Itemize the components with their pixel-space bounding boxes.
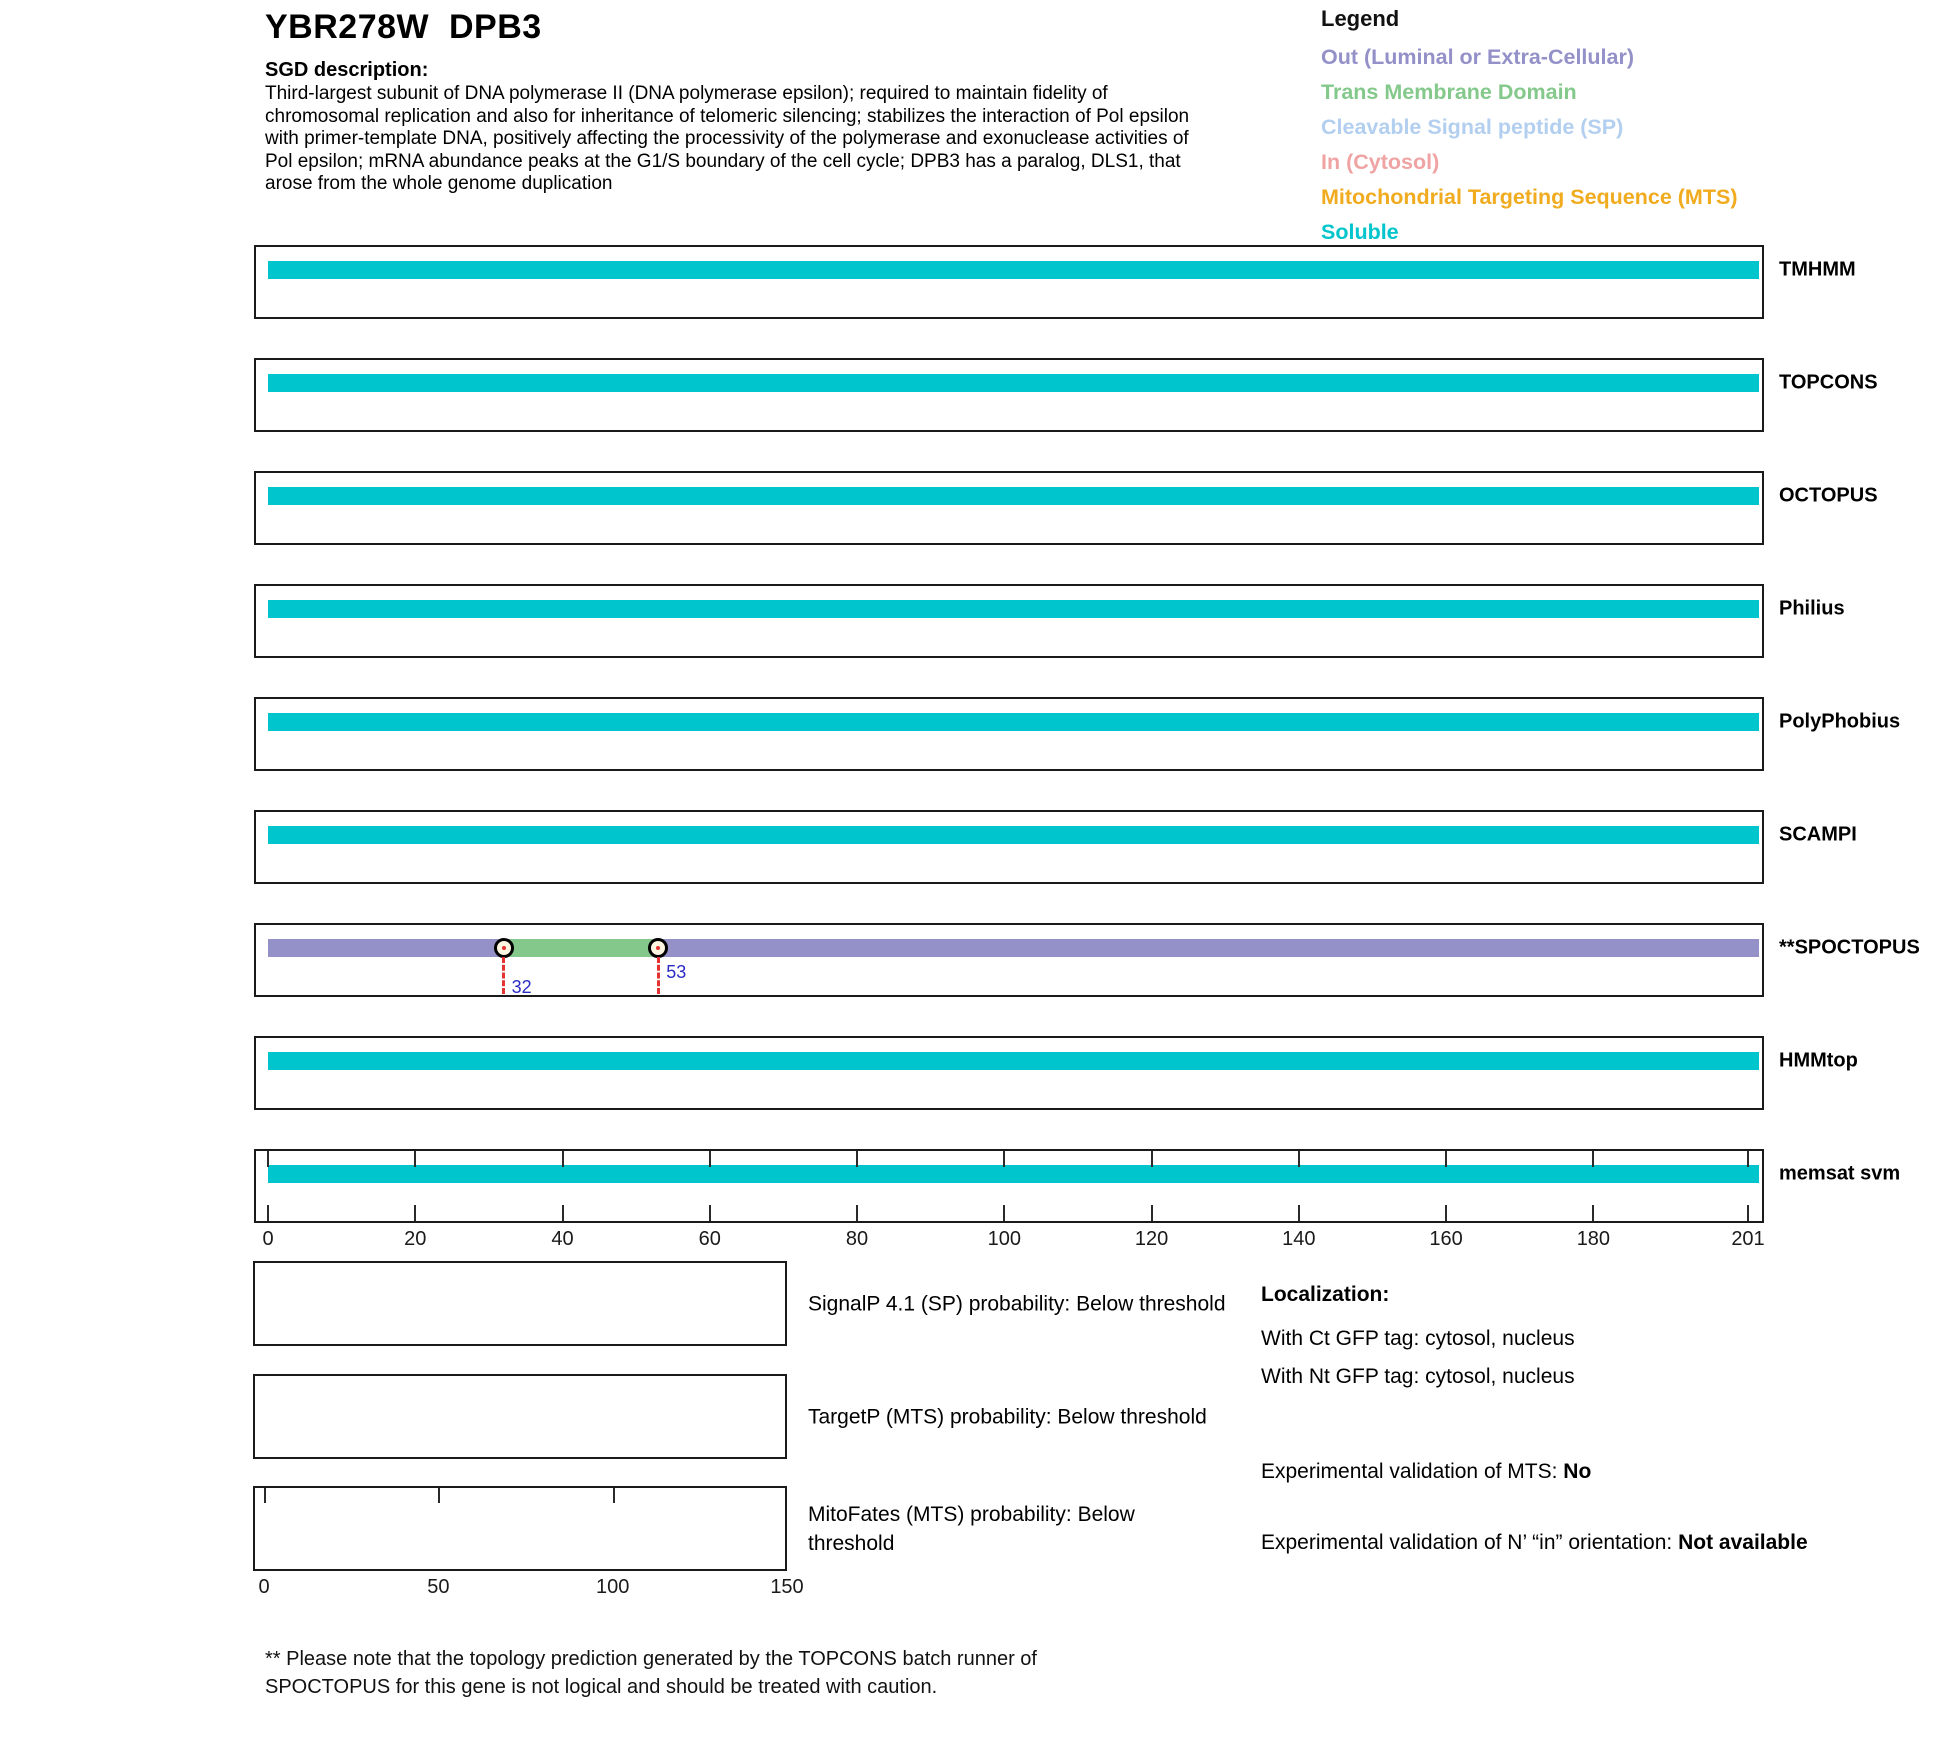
- ruler-tick-bottom: [1151, 1205, 1153, 1221]
- plot-axis-label: 0: [258, 1576, 270, 1598]
- topology-marker-circle: [494, 938, 514, 958]
- residue-axis-label: 40: [551, 1228, 574, 1250]
- mts-validation-value: No: [1563, 1460, 1592, 1483]
- track-label-hmmtop: HMMtop: [1779, 1049, 1858, 1072]
- plot-axis-tick: [438, 1488, 440, 1503]
- marker-guide-line: [657, 957, 660, 994]
- track-box-scampi: [254, 810, 1764, 884]
- orientation-validation-value: Not available: [1678, 1531, 1808, 1554]
- spoctopus-footnote: [265, 1645, 1037, 1701]
- orientation-validation-line: [1261, 1527, 1826, 1558]
- description-line: arose from the whole genome duplication: [265, 173, 613, 194]
- marker-position-label: 53: [666, 962, 687, 982]
- residue-axis-label: 160: [1429, 1228, 1463, 1250]
- segment-tm: [504, 939, 659, 957]
- probability-plot-label-targetp: [808, 1402, 1207, 1431]
- plot-label-line: MitoFates (MTS) probability: Below: [808, 1502, 1135, 1526]
- plot-axis-label: 50: [427, 1576, 450, 1598]
- plot-label-line: TargetP (MTS) probability: Below threshold: [808, 1405, 1207, 1428]
- ruler-tick-top: [709, 1151, 711, 1167]
- ruler-tick-top: [414, 1151, 416, 1167]
- track-label-octopus: OCTOPUS: [1779, 484, 1878, 507]
- residue-axis-label: 180: [1576, 1228, 1611, 1250]
- segment-soluble: [268, 1052, 1759, 1070]
- ruler-tick-bottom: [562, 1205, 564, 1221]
- probability-plot-targetp: [253, 1374, 787, 1459]
- ruler-tick-bottom: [1747, 1205, 1749, 1221]
- ruler-tick-top: [267, 1151, 269, 1167]
- ruler-tick-bottom: [856, 1205, 858, 1221]
- legend-entry-mts: Mitochondrial Targeting Sequence (MTS): [1321, 185, 1738, 209]
- track-label-polyphobius: PolyPhobius: [1779, 710, 1901, 733]
- legend-entries: [1321, 40, 1737, 250]
- residue-axis-label: 120: [1134, 1228, 1169, 1250]
- ruler-tick-bottom: [267, 1205, 269, 1221]
- ruler-tick-top: [856, 1151, 858, 1167]
- plot-label-line: SignalP 4.1 (SP) probability: Below threshold: [808, 1292, 1226, 1315]
- plot-axis-tick: [264, 1488, 266, 1503]
- residue-axis-label: 140: [1282, 1228, 1316, 1250]
- plot-axis-tick: [613, 1488, 615, 1503]
- track-label-tmhmm: TMHMM: [1779, 258, 1856, 281]
- sgd-description-text: [265, 83, 1189, 196]
- track-box-spoctopus: [254, 923, 1764, 997]
- track-box-topcons: [254, 358, 1764, 432]
- segment-out: [658, 939, 1759, 957]
- legend-entry-out: Out (Luminal or Extra-Cellular): [1321, 45, 1634, 69]
- mts-validation-label: Experimental validation of MTS:: [1261, 1460, 1564, 1483]
- ruler-tick-top: [1592, 1151, 1594, 1167]
- probability-plot-label-mitofates: [808, 1500, 1135, 1558]
- mts-validation-line: [1261, 1460, 1826, 1484]
- probability-plot-signalp: [253, 1261, 787, 1346]
- segment-out: [268, 939, 504, 957]
- localization-title: Localization:: [1261, 1283, 1390, 1306]
- marker-position-label: 32: [511, 977, 532, 997]
- track-label-memsat-svm: memsat svm: [1779, 1162, 1901, 1185]
- segment-soluble: [268, 826, 1759, 844]
- ruler-tick-bottom: [1003, 1205, 1005, 1221]
- ruler-tick-top: [1003, 1151, 1005, 1167]
- residue-axis-label: 100: [987, 1228, 1021, 1250]
- description-line: Third-largest subunit of DNA polymerase II (DNA polymerase epsilon); required to maintain fidelity of: [265, 83, 1108, 104]
- footnote-line: ** Please note that the topology prediction generated by the TOPCONS batch runner of: [265, 1648, 1037, 1670]
- track-box-polyphobius: [254, 697, 1764, 771]
- track-label-scampi: SCAMPI: [1779, 823, 1857, 846]
- description-line: with primer-template DNA, positively affecting the processivity of the polymerase and exonuclease activities of: [265, 128, 1189, 149]
- localization-section: [1261, 1283, 1826, 1558]
- segment-soluble: [268, 261, 1759, 279]
- legend: [1321, 6, 1737, 250]
- track-label-spoctopus: **SPOCTOPUS: [1779, 936, 1920, 959]
- track-box-octopus: [254, 471, 1764, 545]
- orientation-validation-label: Experimental validation of N’ “in” orientation:: [1261, 1531, 1679, 1554]
- ruler-tick-bottom: [709, 1205, 711, 1221]
- legend-entry-sp: Cleavable Signal peptide (SP): [1321, 115, 1624, 139]
- legend-title: Legend: [1321, 6, 1400, 31]
- segment-soluble: [268, 487, 1759, 505]
- probability-plot-label-signalp: [808, 1289, 1226, 1318]
- sgd-description-label: SGD description:: [265, 59, 429, 81]
- description-line: Pol epsilon; mRNA abundance peaks at the G1/S boundary of the cell cycle; DPB3 has a paralog, DLS1, that: [265, 150, 1181, 172]
- footnote-line: SPOCTOPUS for this gene is not logical and should be treated with caution.: [265, 1676, 938, 1698]
- localization-ct-gfp: With Ct GFP tag: cytosol, nucleus: [1261, 1327, 1575, 1350]
- track-label-philius: Philius: [1779, 597, 1845, 620]
- legend-entry-tm: Trans Membrane Domain: [1321, 80, 1577, 104]
- segment-soluble: [268, 1165, 1759, 1183]
- legend-entry-soluble: Soluble: [1321, 220, 1399, 244]
- plot-axis-label: 100: [595, 1576, 630, 1598]
- residue-axis-label: 0: [262, 1228, 274, 1250]
- legend-entry-in: In (Cytosol): [1321, 150, 1440, 174]
- track-box-tmhmm: [254, 245, 1764, 319]
- track-box-memsat-svm: [254, 1149, 1764, 1223]
- residue-axis-label: 20: [404, 1228, 427, 1250]
- probability-plot-mitofates: [253, 1486, 787, 1571]
- ruler-tick-top: [562, 1151, 564, 1167]
- ruler-tick-top: [1445, 1151, 1447, 1167]
- ruler-tick-top: [1747, 1151, 1749, 1167]
- track-label-topcons: TOPCONS: [1779, 371, 1878, 394]
- residue-axis-label: 60: [698, 1228, 721, 1250]
- segment-soluble: [268, 713, 1759, 731]
- description-line: chromosomal replication and also for inheritance of telomeric silencing; stabilizes the interaction of Pol epsilon: [265, 105, 1190, 127]
- segment-soluble: [268, 600, 1759, 618]
- ruler-tick-top: [1298, 1151, 1300, 1167]
- ruler-tick-bottom: [414, 1205, 416, 1221]
- marker-guide-line: [502, 957, 505, 994]
- page-title: YBR278W DPB3: [265, 8, 542, 46]
- ruler-tick-bottom: [1592, 1205, 1594, 1221]
- ruler-tick-bottom: [1445, 1205, 1447, 1221]
- topology-marker-dot: [502, 946, 506, 950]
- segment-soluble: [268, 374, 1759, 392]
- ruler-tick-top: [1151, 1151, 1153, 1167]
- plot-label-line: threshold: [808, 1531, 895, 1555]
- residue-axis-label: 201: [1731, 1228, 1765, 1250]
- localization-nt-gfp: With Nt GFP tag: cytosol, nucleus: [1261, 1365, 1575, 1388]
- residue-axis-label: 80: [845, 1228, 869, 1250]
- track-box-hmmtop: [254, 1036, 1764, 1110]
- plot-axis-label: 150: [770, 1576, 804, 1598]
- ruler-tick-bottom: [1298, 1205, 1300, 1221]
- topology-marker-dot: [656, 946, 660, 950]
- track-box-philius: [254, 584, 1764, 658]
